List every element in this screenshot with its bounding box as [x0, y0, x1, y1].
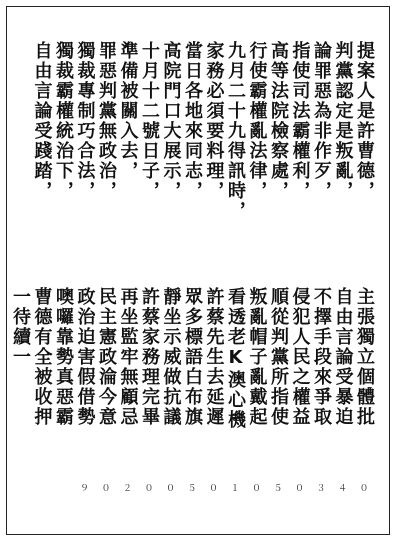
column-bottom-6: 看透老K澳心機 [225, 287, 246, 430]
column-top-14: 獨裁霸權統治下， [53, 41, 74, 201]
page-mark-6: １ [230, 484, 240, 494]
column-top-0: 提案人是許曹德， [354, 41, 375, 201]
page-mark-3: ０ [294, 484, 304, 494]
column-bottom-4: 順從判黨所指使 [268, 287, 289, 427]
column-top-15: 自由言論受踐踏， [31, 41, 53, 201]
column-bottom-10: 許蔡家務理完畢 [139, 287, 160, 427]
column-bottom-16: 一待續一 [10, 287, 31, 367]
page-mark-11: ２ [122, 484, 132, 494]
column-bottom-13: 政治迫害假借勢 [74, 287, 96, 427]
column-bottom-11: 再坐監牢無顧忌 [117, 287, 139, 427]
column-bottom-14: 噢囉靠勢真惡霸 [53, 287, 74, 427]
column-bottom-2: 不擇手段來爭取 [311, 287, 332, 427]
page-mark-8: ５ [187, 484, 197, 494]
page-mark-12: ０ [101, 484, 111, 494]
column-top-4: 高等法院檢察處， [268, 41, 289, 201]
column-top-11: 準備被關入去， [117, 41, 139, 181]
column-bottom-5: 叛亂帽子亂戴起 [246, 287, 268, 427]
page-mark-7: ０ [208, 484, 218, 494]
column-top-13: 獨裁專制巧合法， [74, 41, 96, 201]
column-top-5: 行使霸權亂法律， [246, 41, 268, 201]
column-bottom-8: 眾多標語白布旗 [182, 287, 203, 427]
column-bottom-7: 許蔡先生去延遲 [203, 287, 225, 427]
column-top-1: 判黨認定是叛亂， [332, 41, 354, 201]
column-bottom-3: 侵犯人民之權益 [289, 287, 311, 427]
column-top-7: 家務必須要料理， [203, 41, 225, 201]
column-bottom-0: 主張獨立個體批 [354, 287, 375, 427]
column-bottom-1: 自由言論受暴迫 [332, 287, 354, 427]
column-top-9: 高院門口大展示， [160, 41, 182, 201]
column-top-2: 論罪惡為非作歹， [311, 41, 332, 201]
page-mark-10: ０ [144, 484, 154, 494]
document-page [6, 6, 390, 535]
column-top-6: 九月二十九得訊時， [225, 41, 246, 221]
column-bottom-12: 民主憲政淪今意 [96, 287, 117, 427]
column-top-3: 指使司法霸權利， [289, 41, 311, 201]
column-top-10: 十月十二號日子， [139, 41, 160, 201]
page-mark-5: ０ [251, 484, 261, 494]
column-top-12: 罪惡判黨無政治， [96, 41, 117, 201]
column-top-8: 當日各地來同志， [182, 41, 203, 201]
page-mark-1: ４ [337, 484, 347, 494]
page-mark-2: ３ [316, 484, 326, 494]
column-bottom-9: 靜坐示威做抗議 [160, 287, 182, 427]
page-mark-0: ０ [359, 484, 369, 494]
page-mark-4: ５ [273, 484, 283, 494]
page-mark-13: ９ [79, 484, 89, 494]
page-mark-9: ０ [165, 484, 175, 494]
column-bottom-15: 曹德有全被收押 [31, 287, 53, 427]
